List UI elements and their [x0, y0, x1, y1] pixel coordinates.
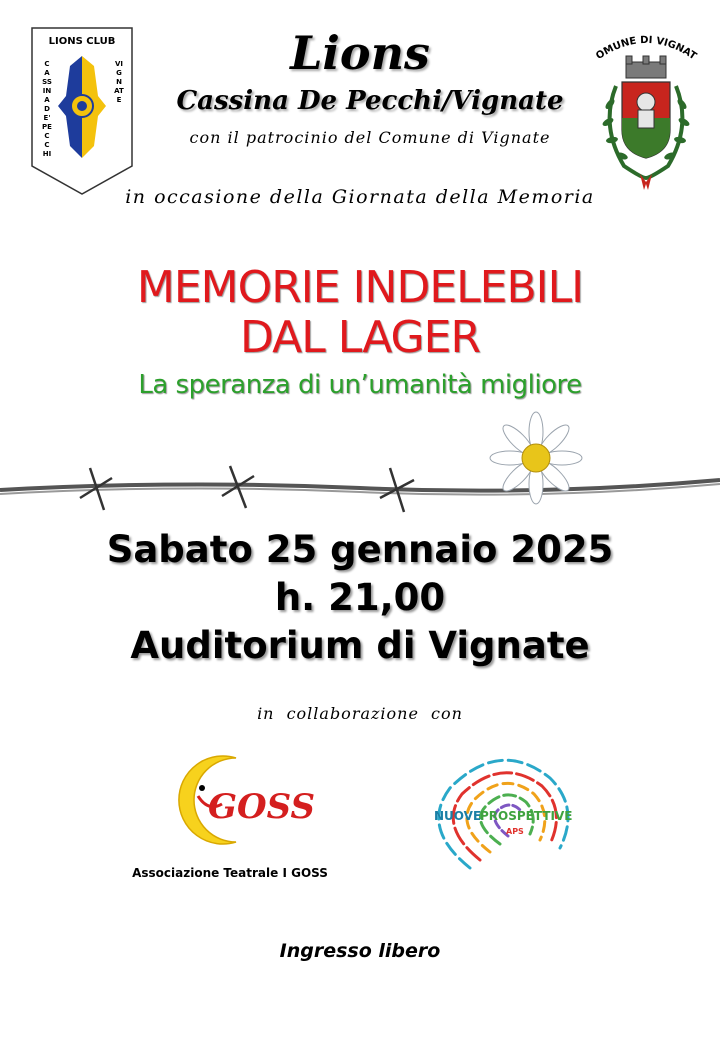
crest-label: OMUNE DI VIGNAT: [594, 34, 699, 63]
event-place: Auditorium di Vignate: [130, 624, 590, 667]
np-word-nuove: NUOVE: [434, 809, 482, 823]
badge-left-text: CASSINA DE' PECCHI: [42, 60, 52, 158]
theatre-moon-icon: [178, 752, 316, 848]
event-title-line1: MEMORIE INDELEBILI: [136, 262, 584, 313]
np-word-prospettive: PROSPETTIVE: [480, 809, 573, 823]
fingerprint-icon: [410, 748, 590, 888]
goss-logo: [178, 752, 316, 848]
barbed-wire-illustration: [0, 418, 720, 528]
patronage-text: con il patrocinio del Comune di Vignate: [189, 128, 551, 147]
event-subtitle: La speranza di un’umanità migliore: [138, 370, 582, 400]
event-date: Sabato 25 gennaio 2025: [106, 528, 614, 571]
goss-association-name: Associazione Teatrale I GOSS: [132, 866, 328, 880]
occasion-text: in occasione della Giornata della Memoria: [125, 186, 595, 208]
comune-crest: [590, 26, 702, 196]
free-entry-text: Ingresso libero: [279, 940, 441, 962]
coat-of-arms-icon: [590, 26, 702, 196]
barbed-wire-daisy-icon: [0, 418, 720, 528]
np-word-aps: APS: [506, 827, 524, 836]
badge-right-text: VIGNATE: [114, 60, 124, 104]
goss-logo-text: GOSS: [208, 787, 316, 827]
lions-title: Lions: [290, 26, 430, 80]
badge-title: LIONS CLUB: [48, 36, 116, 47]
collaboration-intro: in collaborazione con: [257, 704, 463, 723]
event-time: h. 21,00: [274, 576, 446, 619]
event-title-line2: DAL LAGER: [239, 312, 481, 363]
nuove-prospettive-logo: [410, 748, 590, 888]
club-name: Cassina De Pecchi/Vignate: [176, 86, 564, 116]
